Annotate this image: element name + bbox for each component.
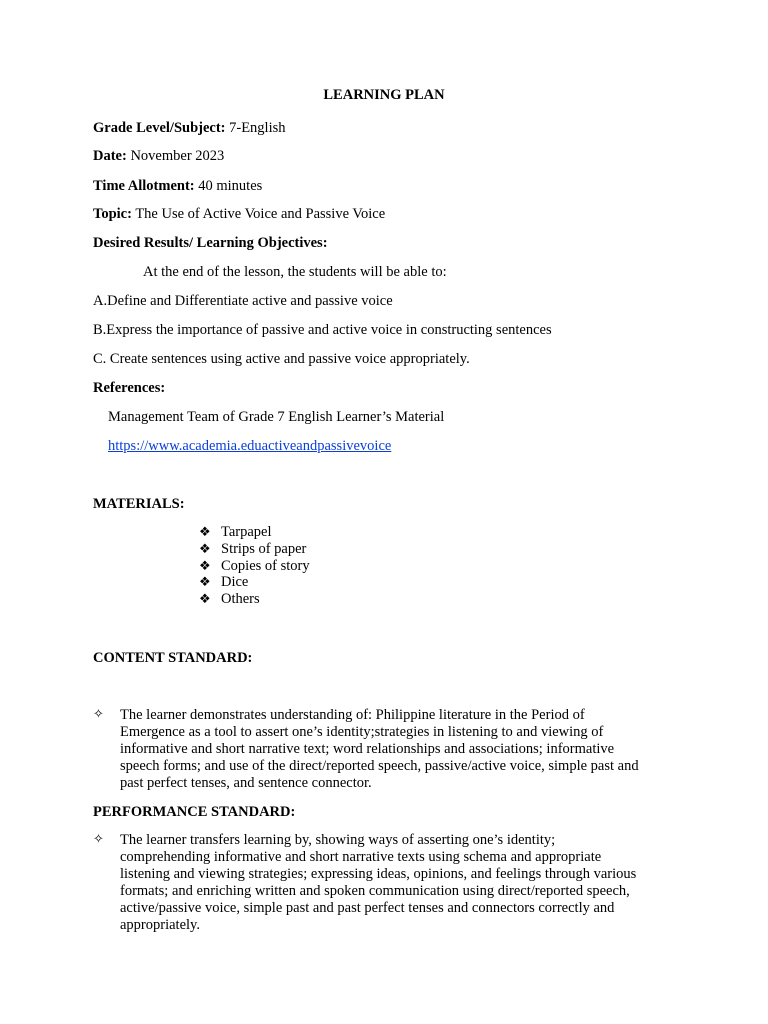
- objective-item: C. Create sentences using active and passive voice appropriately.: [93, 351, 470, 367]
- diamond-bullet-icon: ❖: [199, 575, 211, 590]
- references-heading: References:: [93, 380, 166, 396]
- field-label: Time Allotment:: [93, 178, 195, 194]
- reference-item: Management Team of Grade 7 English Learner’s Material: [108, 409, 445, 425]
- material-label: Dice: [221, 574, 249, 590]
- performance-standard-text: The learner transfers learning by, showing ways of asserting one’s identity; comprehending informative and short narrative texts using schema and appropriate listening and viewing strategies; expressing ideas, opinions, and feelings through various formats; and enriching written and spoken communication using direct/reported speech, active/passive voice, simple past and past perfect tenses and connectors correctly and appropriately.: [120, 832, 637, 933]
- field-value: The Use of Active Voice and Passive Voice: [131, 206, 386, 222]
- objective-item: A.Define and Differentiate active and passive voice: [93, 293, 393, 309]
- objective-item: B.Express the importance of passive and active voice in constructing sentences: [93, 322, 552, 338]
- content-standard-item: [93, 707, 693, 792]
- material-label: Others: [221, 591, 260, 607]
- field-label: Date:: [93, 148, 127, 164]
- diamond-bullet-icon: ❖: [199, 542, 211, 557]
- performance-standard-heading: PERFORMANCE STANDARD:: [93, 804, 296, 820]
- field-value: November 2023: [126, 148, 225, 164]
- diamond-bullet-icon: ❖: [199, 525, 211, 540]
- material-label: Copies of story: [221, 558, 310, 574]
- objectives-intro: At the end of the lesson, the students will be able to:: [143, 264, 447, 280]
- star-bullet-icon: ✧: [93, 707, 104, 722]
- material-label: Tarpapel: [221, 524, 272, 540]
- reference-link[interactable]: https://www.academia.eduactiveandpassivevoice: [108, 438, 392, 454]
- field-value: 7-English: [225, 120, 286, 136]
- materials-heading: MATERIALS:: [93, 496, 185, 512]
- diamond-bullet-icon: ❖: [199, 559, 211, 574]
- objectives-heading: Desired Results/ Learning Objectives:: [93, 235, 328, 251]
- materials-list-item: [199, 591, 260, 609]
- field-value: 40 minutes: [194, 178, 263, 194]
- field-label: Topic:: [93, 206, 132, 222]
- star-bullet-icon: ✧: [93, 832, 104, 847]
- materials-list-item: [199, 541, 306, 559]
- performance-standard-item: [93, 832, 693, 933]
- content-standard-heading: CONTENT STANDARD:: [93, 650, 253, 666]
- document-title: LEARNING PLAN: [323, 87, 445, 103]
- field-topic: [93, 205, 385, 223]
- field-grade-level: [93, 119, 286, 137]
- materials-list-item: [199, 574, 248, 592]
- field-time-allotment: [93, 177, 262, 195]
- material-label: Strips of paper: [221, 541, 307, 557]
- reference-link-line: [108, 437, 391, 455]
- content-standard-text: The learner demonstrates understanding of: Philippine literature in the Period of Emergence as a tool to assert one’s identity;strategies in listening to and viewing of informative and short narrative text; word relationships and associations; informative speech forms; and use of the direct/reported speech, passive/active voice, simple past and past perfect tenses, and sentence connector.: [120, 707, 639, 791]
- diamond-bullet-icon: ❖: [199, 592, 211, 607]
- field-label: Grade Level/Subject:: [93, 120, 226, 136]
- field-date: [93, 147, 224, 165]
- materials-list-item: [199, 524, 272, 542]
